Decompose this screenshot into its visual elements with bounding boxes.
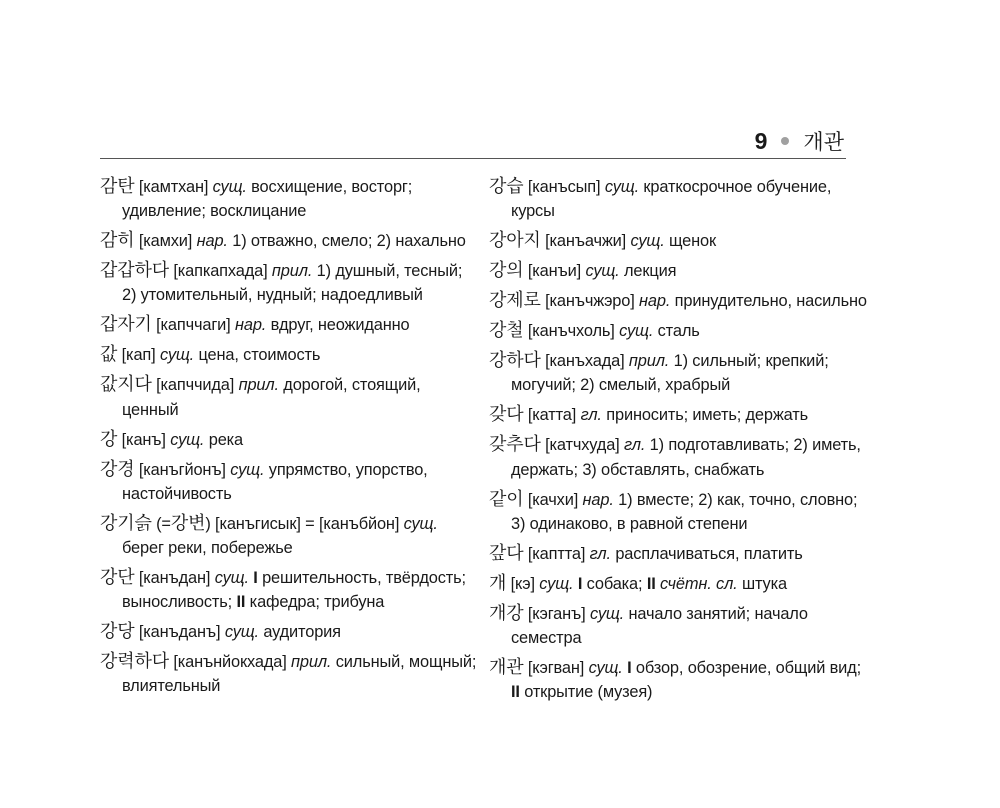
dictionary-entry — [489, 602, 869, 650]
part-of-speech: сущ. — [604, 178, 639, 196]
page-number: 9 — [754, 127, 768, 154]
part-of-speech: нар. — [639, 292, 671, 311]
entry-text: 1) вместе; 2) как, точно, словно; 3) одинаково, в равной степени — [511, 490, 858, 533]
entry-text: [канънйокхада] — [168, 653, 292, 672]
entry-text: начало занятий; начало семестра — [511, 604, 808, 648]
entry-text: решительность, твёрдость; выносливость; — [122, 569, 466, 612]
sense-numeral: II — [646, 574, 656, 593]
dictionary-entry — [489, 656, 869, 704]
korean-headword: 강변 — [170, 512, 206, 534]
dictionary-entry — [489, 175, 869, 223]
dictionary-entry — [100, 428, 480, 452]
entry-text: штука — [737, 574, 787, 593]
part-of-speech: сущ. — [619, 322, 654, 341]
korean-headword: 같이 — [489, 488, 524, 510]
entry-text: [канъачжи] — [540, 232, 631, 251]
korean-headword: 강 — [100, 428, 118, 450]
part-of-speech: прил. — [271, 262, 313, 281]
part-of-speech: сущ. — [230, 460, 265, 479]
korean-headword: 개 — [489, 572, 507, 594]
korean-headword: 강하다 — [489, 350, 541, 372]
entry-text: [камтхан] — [134, 178, 213, 196]
korean-headword: 개관 — [489, 657, 524, 679]
entry-text: [капкапхада] — [168, 262, 272, 281]
part-of-speech: сущ. — [212, 178, 247, 196]
part-of-speech: прил. — [238, 376, 279, 395]
korean-headword: 값지다 — [100, 374, 152, 396]
dictionary-entry — [489, 259, 869, 283]
entry-text: [кэгван] — [523, 659, 589, 678]
entry-text: (= — [151, 514, 171, 533]
korean-headword: 갑자기 — [100, 314, 152, 336]
entry-text: приносить; иметь; держать — [601, 406, 809, 425]
dictionary-entry — [489, 572, 869, 596]
part-of-speech: сущ. — [403, 514, 438, 533]
dictionary-entry — [489, 349, 869, 397]
entry-text: берег реки, побережье — [122, 539, 293, 558]
entry-text: сталь — [653, 322, 700, 341]
entry-text: река — [204, 430, 244, 449]
part-of-speech: нар. — [196, 232, 228, 251]
part-of-speech: гл. — [589, 544, 611, 563]
korean-headword: 강기슭 — [100, 512, 152, 534]
running-headword: 개관 — [803, 130, 844, 154]
entry-text: [качхи] — [523, 490, 583, 509]
korean-headword: 감히 — [100, 230, 135, 252]
bullet-dot-icon — [781, 137, 789, 145]
entry-text: [капччида] — [151, 376, 239, 395]
part-of-speech: сущ. — [539, 574, 574, 593]
dictionary-entry — [489, 289, 869, 313]
korean-headword: 개강 — [489, 602, 524, 624]
korean-headword: 강당 — [100, 621, 135, 643]
entry-text: упрямство, упорство, настойчивость — [122, 460, 428, 503]
korean-headword: 강력하다 — [100, 651, 169, 673]
entry-text: [катчхуда] — [540, 436, 624, 455]
korean-headword: 강의 — [489, 260, 524, 282]
left-column — [100, 175, 480, 704]
dictionary-entry — [489, 488, 869, 536]
dictionary-entry — [100, 373, 480, 421]
dictionary-entry — [100, 512, 480, 560]
part-of-speech: гл. — [580, 406, 602, 425]
part-of-speech: сущ. — [589, 604, 625, 623]
entry-text: [канъхада] — [540, 352, 629, 371]
entry-text: [капччаги] — [151, 316, 235, 335]
korean-headword: 강아지 — [489, 230, 541, 252]
part-of-speech: счётн. сл. — [660, 574, 738, 593]
sense-numeral: II — [511, 683, 520, 702]
korean-headword: 값 — [100, 344, 118, 366]
dictionary-entry — [489, 319, 869, 343]
part-of-speech: сущ. — [630, 232, 665, 251]
entry-text: краткосрочное обучение, курсы — [511, 178, 832, 221]
entry-text: [канъданъ] — [134, 623, 225, 642]
entry-text: лекция — [619, 262, 677, 281]
entry-text: собака; — [582, 574, 647, 593]
korean-headword: 갑갑하다 — [100, 260, 169, 282]
korean-headword: 강경 — [100, 458, 135, 480]
dictionary-entry — [100, 259, 480, 307]
right-column — [489, 175, 869, 710]
sense-numeral: I — [253, 569, 258, 588]
entry-text: цена, стоимость — [194, 346, 321, 365]
entry-text: дорогой, стоящий, ценный — [122, 376, 421, 419]
page-header — [100, 126, 846, 159]
dictionary-entry — [489, 542, 869, 566]
entry-text: 1) душный, тесный; 2) утомительный, нудный; надоедливый — [122, 262, 463, 305]
entry-text: [кэ] — [506, 574, 540, 593]
part-of-speech: сущ. — [224, 623, 259, 642]
entry-text: расплачиваться, платить — [610, 544, 803, 563]
entry-text: вдруг, неожиданно — [266, 316, 410, 335]
korean-headword: 강철 — [489, 320, 524, 342]
entry-text: [кап] — [117, 346, 160, 365]
entry-text: [кэганъ] — [523, 604, 590, 623]
part-of-speech: сущ. — [588, 659, 623, 678]
dictionary-entry — [100, 620, 480, 644]
entry-text: 1) подготавливать; 2) иметь, держать; 3) обставлять, снабжать — [511, 436, 861, 479]
dictionary-entry — [100, 229, 480, 253]
dictionary-entry — [100, 313, 480, 337]
entry-text: сильный, мощный; влиятельный — [122, 653, 477, 696]
entry-text: [катта] — [523, 406, 581, 425]
entry-text: кафедра; трибуна — [245, 593, 385, 612]
dictionary-entry — [100, 566, 480, 614]
dictionary-entry — [489, 229, 869, 253]
part-of-speech: нар. — [235, 316, 267, 335]
entry-text: открытие (музея) — [519, 683, 653, 702]
entry-text: [канъчхоль] — [523, 322, 620, 341]
dictionary-entry — [489, 433, 869, 481]
entry-text: [канъи] — [523, 262, 586, 281]
entry-text: 1) сильный; крепкий; могучий; 2) смелый, храбрый — [511, 352, 829, 395]
part-of-speech: прил. — [628, 352, 670, 371]
entry-text: [канъ] — [117, 430, 171, 449]
entry-text: обзор, обозрение, общий вид; — [631, 659, 861, 678]
entry-text: [каптта] — [523, 544, 590, 563]
entry-text: [канъчжэро] — [540, 292, 640, 311]
header-group — [755, 126, 844, 156]
part-of-speech: нар. — [582, 490, 614, 509]
sense-numeral: I — [627, 659, 632, 678]
dictionary-entry — [489, 403, 869, 427]
entry-text: [канъсып] — [523, 178, 605, 196]
entry-text: [канъгйонъ] — [134, 460, 231, 479]
sense-numeral: I — [577, 574, 583, 593]
dictionary-entry — [100, 458, 480, 506]
entry-text: восхищение, восторг; удивление; восклицание — [122, 178, 413, 221]
part-of-speech: сущ. — [170, 430, 205, 449]
entry-text: ) [канъгисык] = [канъбйон] — [205, 514, 404, 533]
entry-text: принудительно, насильно — [670, 292, 867, 311]
entry-text: 1) отважно, смело; 2) нахально — [227, 232, 466, 251]
korean-headword: 강습 — [489, 176, 524, 197]
entry-text: [камхи] — [134, 232, 197, 251]
korean-headword: 갖추다 — [489, 434, 541, 456]
dictionary-entry — [100, 175, 480, 223]
dictionary-entry — [100, 650, 480, 698]
part-of-speech: сущ. — [214, 569, 249, 588]
korean-headword: 갚다 — [489, 542, 524, 564]
korean-headword: 갖다 — [489, 404, 524, 426]
korean-headword: 감탄 — [100, 176, 135, 197]
dictionary-entry — [100, 343, 480, 367]
entry-text: [канъдан] — [134, 569, 215, 588]
korean-headword: 강제로 — [489, 290, 541, 312]
sense-numeral: II — [236, 593, 246, 612]
part-of-speech: сущ. — [585, 262, 620, 281]
entry-text: аудитория — [258, 623, 341, 642]
part-of-speech: гл. — [624, 436, 646, 455]
korean-headword: 강단 — [100, 567, 135, 589]
part-of-speech: прил. — [291, 653, 332, 672]
entry-text: щенок — [664, 232, 717, 251]
part-of-speech: сущ. — [159, 346, 195, 365]
